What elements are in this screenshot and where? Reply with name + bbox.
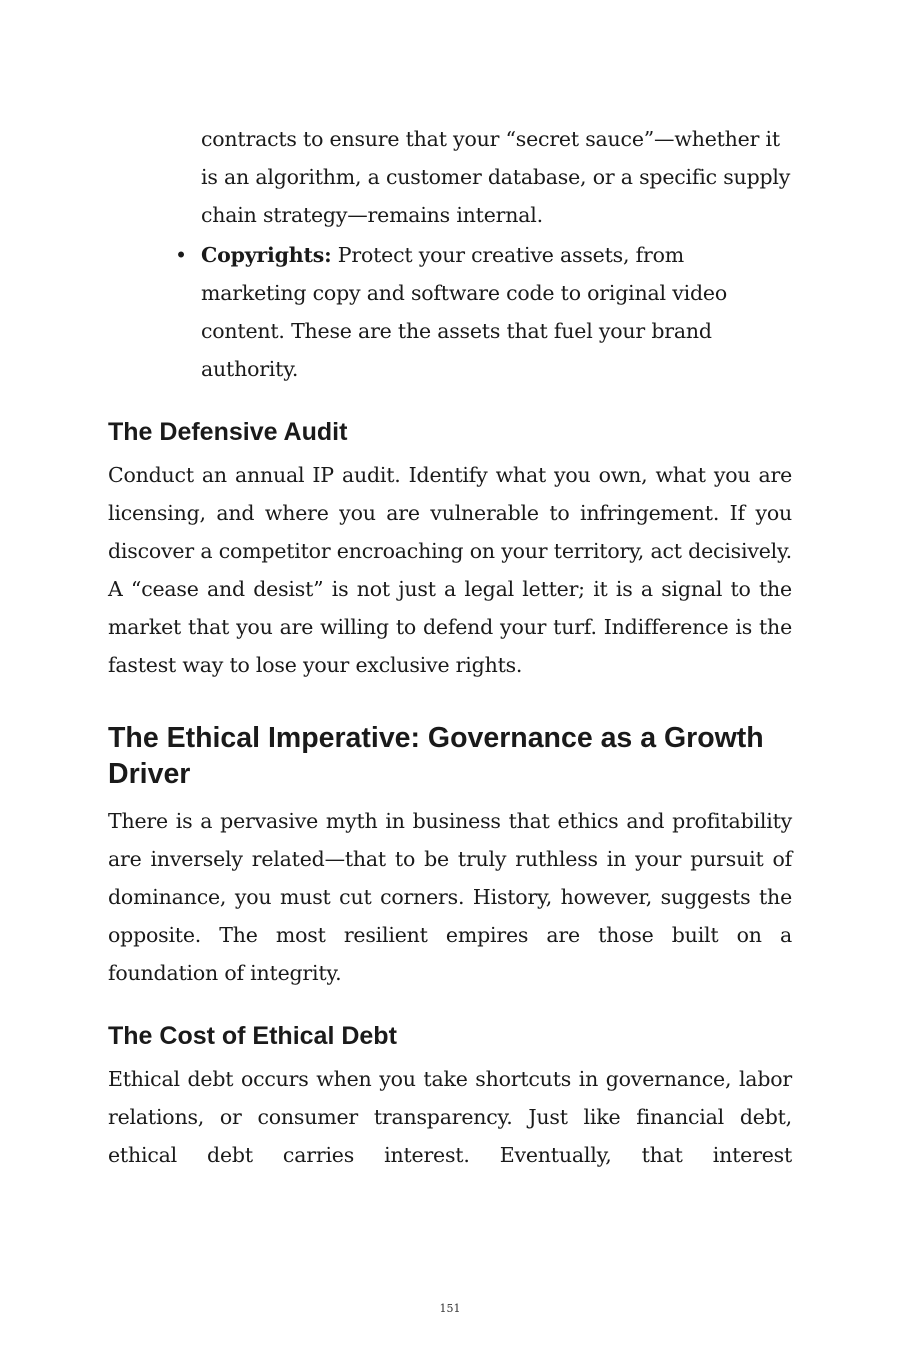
heading-defensive-audit: The Defensive Audit [108, 418, 348, 446]
bullet-list [108, 236, 792, 388]
heading-ethical-imperative: The Ethical Imperative: Governance as a Growth Driver [108, 722, 764, 790]
bullet-dot-icon: • [175, 243, 187, 267]
paragraph-ethical-imperative: There is a pervasive myth in business that ethics and profitability are inversely related—that to be truly ruthless in your pursuit of dominance, you must cut corners. History, however, suggests the opposite. The most resilient empires are those built on a foundation of integrity. [108, 809, 792, 985]
paragraph-defensive-audit: Conduct an annual IP audit. Identify what you own, what you are licensing, and where you are vulnerable to infringement. If you discover a competitor encroaching on your territory, act decisively. A “cease and desist” is not just a legal letter; it is a signal to the market that you are willing to defend your turf. Indifference is the fastest way to lose your exclusive rights. [108, 463, 792, 677]
bullet-term: Copyrights: [201, 243, 332, 267]
bullet-continuation-text: contracts to ensure that your “secret sauce”—whether it is an algorithm, a customer database, or a specific supply chain strategy—remains internal. [201, 127, 791, 227]
bullet-item-copyrights [175, 236, 792, 388]
paragraph-ethical-debt: Ethical debt occurs when you take shortcuts in governance, labor relations, or consumer transparency. Just like financial debt, ethical debt carries interest. Eventually, that interest [108, 1067, 792, 1167]
page-number: 151 [439, 1302, 461, 1315]
bullet-text: Protect your creative assets, from marketing copy and software code to original video content. These are the assets that fuel your brand authority. [201, 243, 727, 381]
book-page [108, 120, 792, 1174]
heading-ethical-debt: The Cost of Ethical Debt [108, 1022, 397, 1050]
